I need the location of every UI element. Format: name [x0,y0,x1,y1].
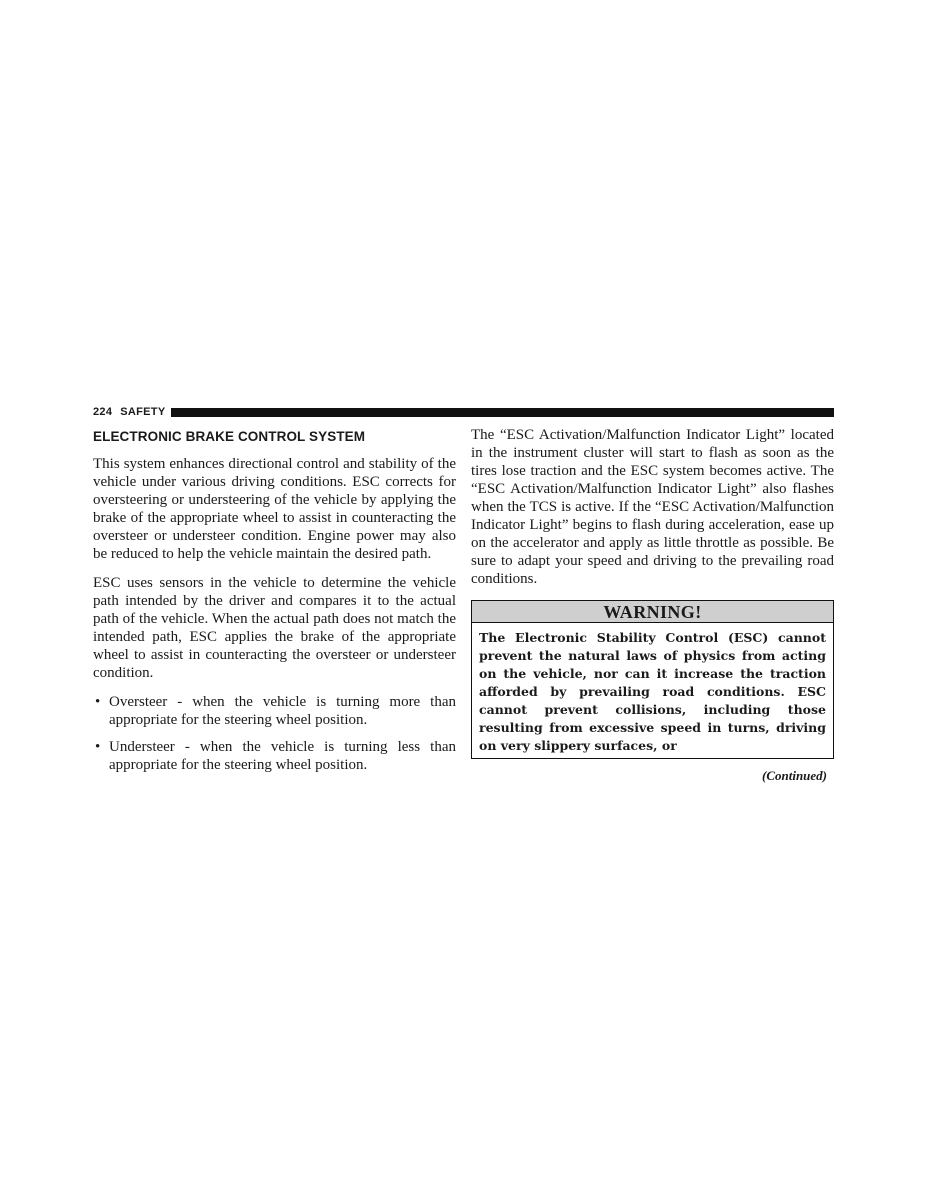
list-item-text: Oversteer - when the vehicle is turning more than appropriate for the steering wheel position. [109,694,456,728]
bullet-list [93,693,456,774]
warning-box [471,600,834,759]
list-item [93,693,456,729]
bullet-icon: • [95,739,101,755]
paragraph: This system enhances directional control and stability of the vehicle under various driving conditions. ESC corrects for oversteering or understeering of the vehicle by applying the brake of the appropriate wheel to assist in counteracting the oversteer or understeer condition. Engine power may also be reduced to help the vehicle maintain the desired path. [93,456,456,562]
section-heading: ELECTRONIC BRAKE CONTROL SYSTEM [93,429,366,444]
continued-note: (Continued) [761,768,827,783]
list-item [93,738,456,774]
right-column [471,426,834,785]
left-column [93,426,456,783]
bullet-icon: • [95,694,101,710]
list-item-text: Understeer - when the vehicle is turning less than appropriate for the steering wheel position. [109,739,456,773]
warning-title: WARNING! [472,601,833,623]
header-rule [171,408,834,417]
paragraph: The “ESC Activation/Malfunction Indicator Light” located in the instrument cluster will start to flash as soon as the tires lose traction and the ESC system becomes active. The “ESC Activation/Malfunction Indicator Light” also flashes when the TCS is active. If the “ESC Activation/Malfunction Indicator Light” begins to flash during acceleration, ease up on the accelerator and apply as little throttle as possible. Be sure to adapt your speed and driving to the prevailing road conditions. [471,427,834,587]
page-header [93,405,834,419]
paragraph: ESC uses sensors in the vehicle to determine the vehicle path intended by the driver and compares it to the actual path of the vehicle. When the actual path does not match the intended path, ESC applies the brake of the appropriate wheel to assist in counteracting the oversteer or understeer condition. [93,575,456,681]
warning-text: The Electronic Stability Control (ESC) cannot prevent the natural laws of physics from acting on the vehicle, nor can it increase the traction afforded by prevailing road conditions. ESC cannot prevent collisions, including those resulting from excessive speed in turns, driving on very slippery surfaces, or [479,630,826,753]
section-title: SAFETY [120,406,166,418]
page-number: 224 [93,406,113,418]
